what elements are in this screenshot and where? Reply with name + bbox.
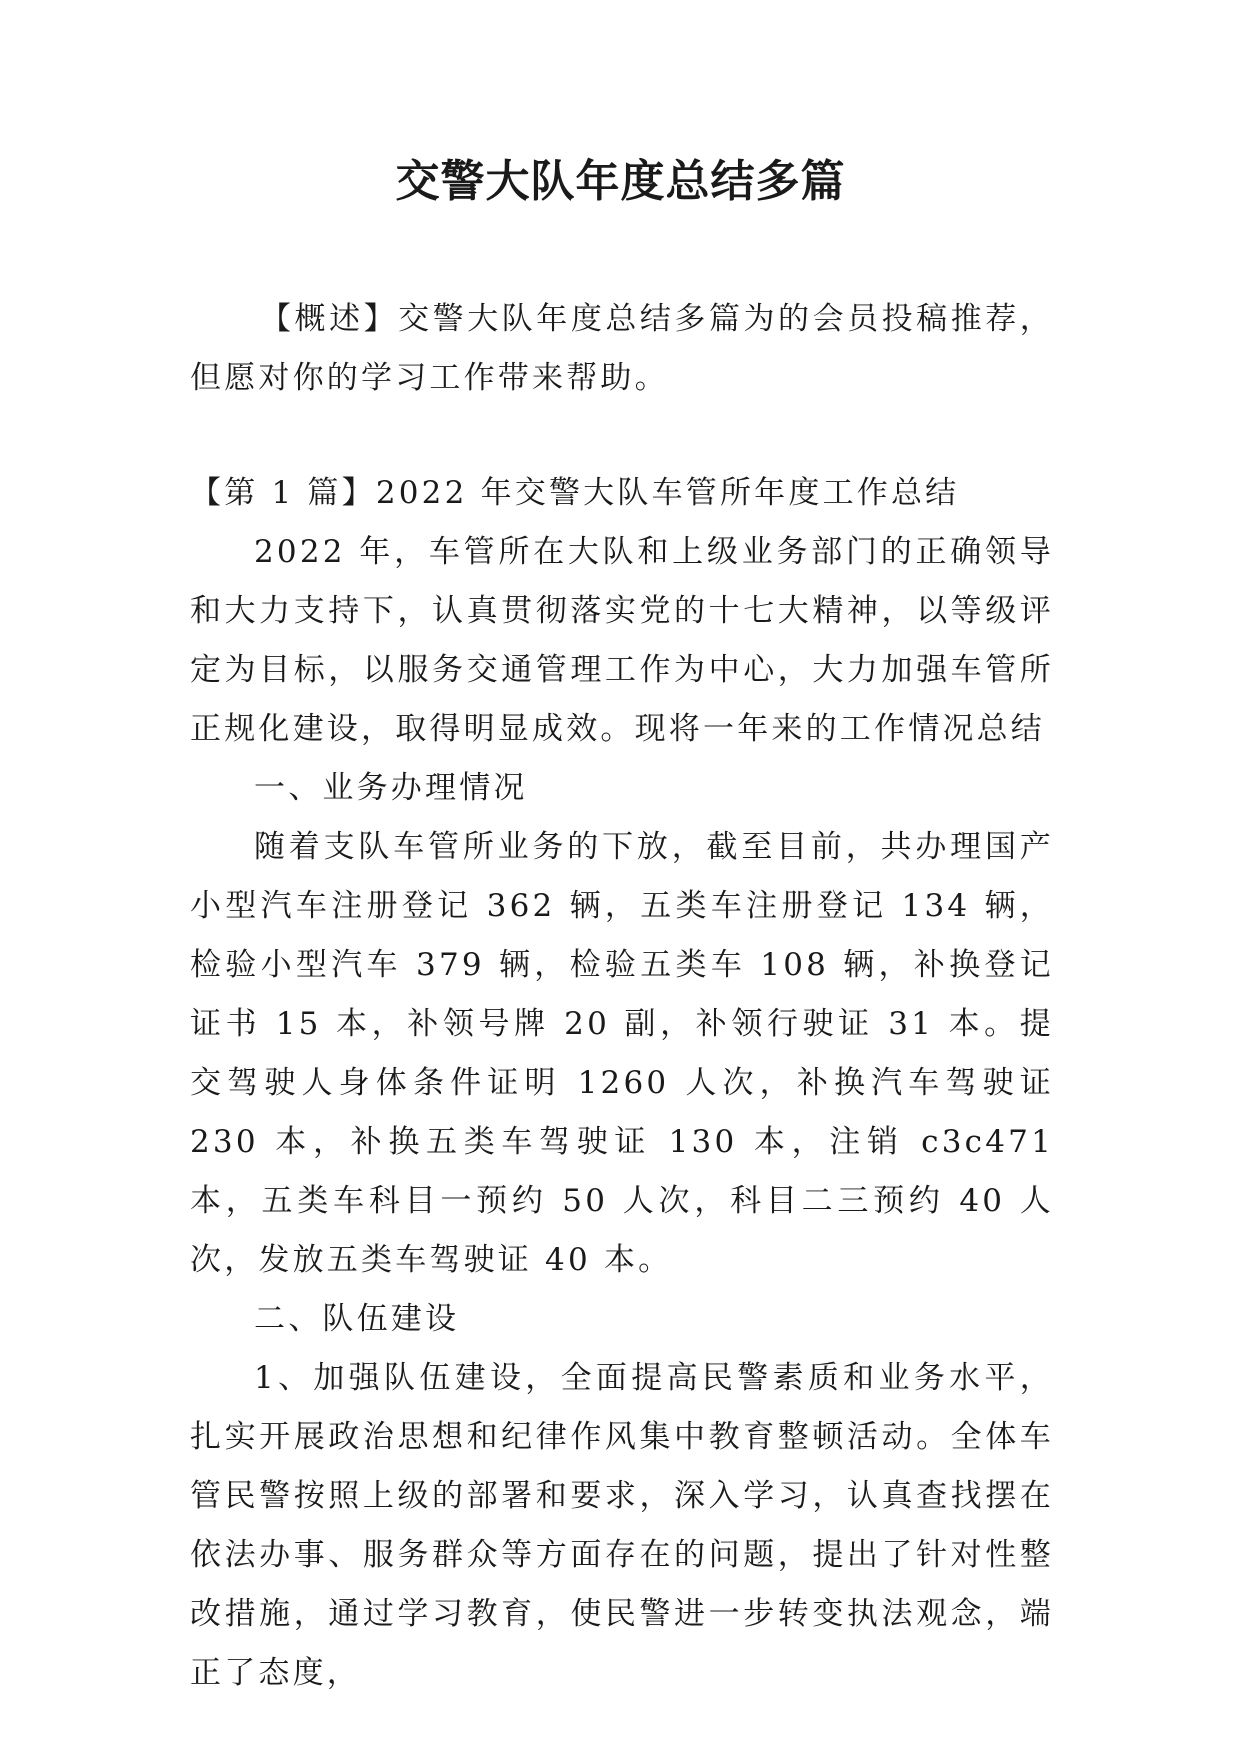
paragraph-business: 随着支队车管所业务的下放，截至目前，共办理国产小型汽车注册登记 362 辆，五类车注册登记 134 辆，检验小型汽车 379 辆，检验五类车 108 辆，补换登记证书 15 本，补领号牌 20 副，补领行驶证 31 本。提交驾驶人身体条件证明 1260 人次，补换汽车驾驶证 230 本，补换五类车驾驶证 130 本，注销 c3c471 本，五类车科目一预约 50 人次，科目二三预约 40 人次，发放五类车驾驶证 40 本。 (190, 829, 1054, 1278)
paragraph-team: 1、加强队伍建设，全面提高民警素质和业务水平，扎实开展政治思想和纪律作风集中教育整顿活动。全体车管民警按照上级的部署和要求，深入学习，认真查找摆在依法办事、服务群众等方面存在的问题，提出了针对性整改措施，通过学习教育，使民警进一步转变执法观念，端正了态度， (190, 1360, 1054, 1691)
document-title: 交警大队年度总结多篇 (395, 156, 846, 207)
summary-paragraph: 【概述】交警大队年度总结多篇为的会员投稿推荐，但愿对你的学习工作带来帮助。 (190, 301, 1054, 396)
paragraph-intro: 2022 年，车管所在大队和上级业务部门的正确领导和大力支持下，认真贯彻落实党的十七大精神，以等级评定为目标，以服务交通管理工作为中心，大力加强车管所正规化建设，取得明显成效。现将一年来的工作情况总结 (190, 534, 1054, 747)
main-content (190, 464, 1054, 1703)
heading-team: 二、队伍建设 (254, 1301, 460, 1337)
heading-business: 一、业务办理情况 (254, 770, 528, 806)
section-title: 【第 1 篇】2022 年交警大队车管所年度工作总结 (190, 475, 960, 511)
